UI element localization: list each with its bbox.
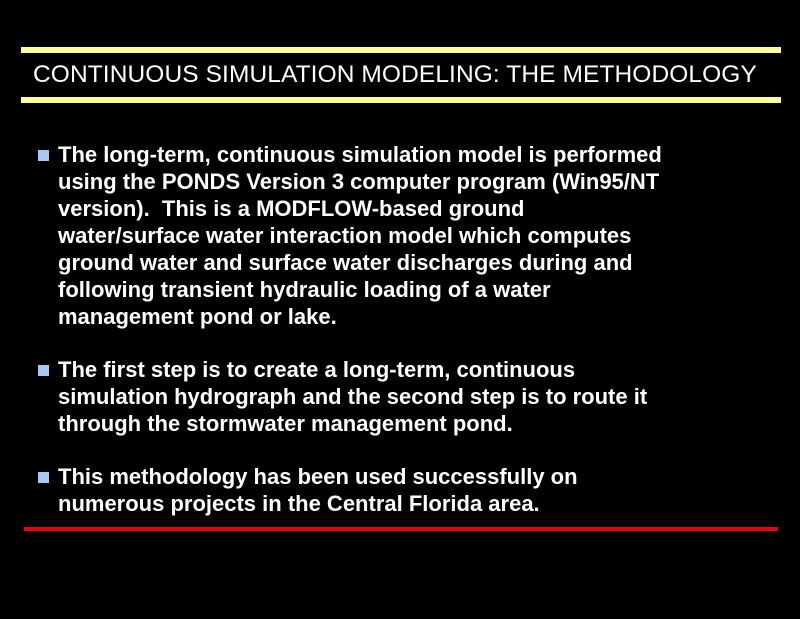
bullet-item: [36, 141, 776, 330]
square-bullet-icon: [38, 472, 49, 483]
bullet-line: numerous projects in the Central Florida area.: [58, 491, 540, 516]
bullet-line: ground water and surface water discharges during and: [58, 250, 633, 275]
bullet-text: [58, 463, 776, 517]
bullet-line: through the stormwater management pond.: [58, 411, 513, 436]
bullet-line: This methodology has been used successfully on: [58, 464, 578, 489]
bullet-list: [36, 141, 776, 517]
bullet-text: [58, 141, 776, 330]
slide-title: CONTINUOUS SIMULATION MODELING: THE METHODOLOGY: [33, 61, 757, 88]
square-bullet-icon: [38, 365, 49, 376]
bullet-line: management pond or lake.: [58, 304, 337, 329]
bullet-line: water/surface water interaction model which computes: [58, 223, 632, 248]
bullet-line: version). This is a MODFLOW-based ground: [58, 196, 525, 221]
bullet-line: simulation hydrograph and the second step is to route it: [58, 384, 648, 409]
bullet-line: using the PONDS Version 3 computer program (Win95/NT: [58, 169, 660, 194]
bullet-line: The first step is to create a long-term, continuous: [58, 357, 576, 382]
square-bullet-icon: [38, 150, 49, 161]
title-rule-top: [21, 47, 781, 53]
bullet-line: The long-term, continuous simulation model is performed: [58, 142, 662, 167]
bullet-text: [58, 356, 776, 437]
bullet-item: [36, 356, 776, 437]
bullet-line: following transient hydraulic loading of a water: [58, 277, 551, 302]
title-rule-bottom: [21, 97, 781, 103]
bullet-item: [36, 463, 776, 517]
bottom-rule: [24, 527, 778, 531]
